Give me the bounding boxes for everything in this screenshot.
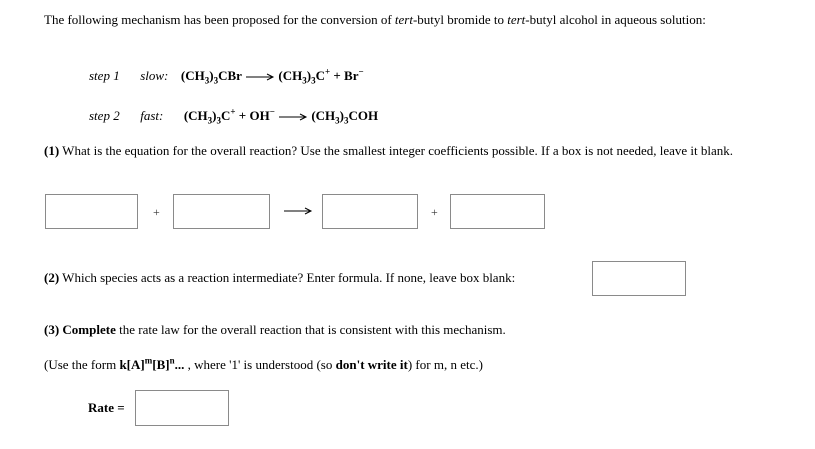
step-2-products: $(CH_3)_3COH$ (311, 108, 379, 126)
question-1: (1) What is the equation for the overall reaction? Use the smallest integer coefficients possible. If a box is not needed, leave it blank. (44, 143, 734, 158)
step-2-reactants: $(CH_3)_3C^+ + OH^-$ (183, 106, 275, 126)
question-3: (3) Complete the rate law for the overall reaction that is consistent with this mechanism. (44, 322, 506, 337)
step-1-products: $(CH_3)_3C^+ + Br^-$ (278, 66, 364, 86)
reactant-2-input[interactable] (173, 194, 270, 229)
reaction-arrow-icon (245, 72, 275, 82)
plus-sign: + (153, 205, 160, 219)
rate-law-form-note: (Use the form $k[A]^m[B]^n$... , where '1' is understood (so don't write it) for m, n etc.) (44, 355, 483, 372)
mechanism-step-1 (89, 68, 364, 84)
plus-sign: + (431, 205, 438, 219)
step-1-reactants: $(CH_3)_3CBr$ (180, 68, 242, 86)
step-label: step 2 (89, 108, 120, 123)
step-speed: slow: (140, 68, 169, 83)
rate-label: Rate = (88, 400, 125, 415)
reactant-1-input[interactable] (45, 194, 138, 229)
mechanism-step-2 (89, 108, 378, 124)
product-2-input[interactable] (450, 194, 545, 229)
reaction-arrow-icon (283, 206, 313, 216)
rate-law-input[interactable] (135, 390, 229, 426)
intermediate-input[interactable] (592, 261, 686, 296)
reaction-arrow-icon (278, 112, 308, 122)
product-1-input[interactable] (322, 194, 418, 229)
intro-text: The following mechanism has been proposed for the conversion of tert-butyl bromide to tert-butyl alcohol in aqueous solution: (44, 12, 706, 27)
step-label: step 1 (89, 68, 120, 83)
question-2: (2) Which species acts as a reaction intermediate? Enter formula. If none, leave box blank: (44, 270, 516, 285)
step-speed: fast: (140, 108, 164, 123)
